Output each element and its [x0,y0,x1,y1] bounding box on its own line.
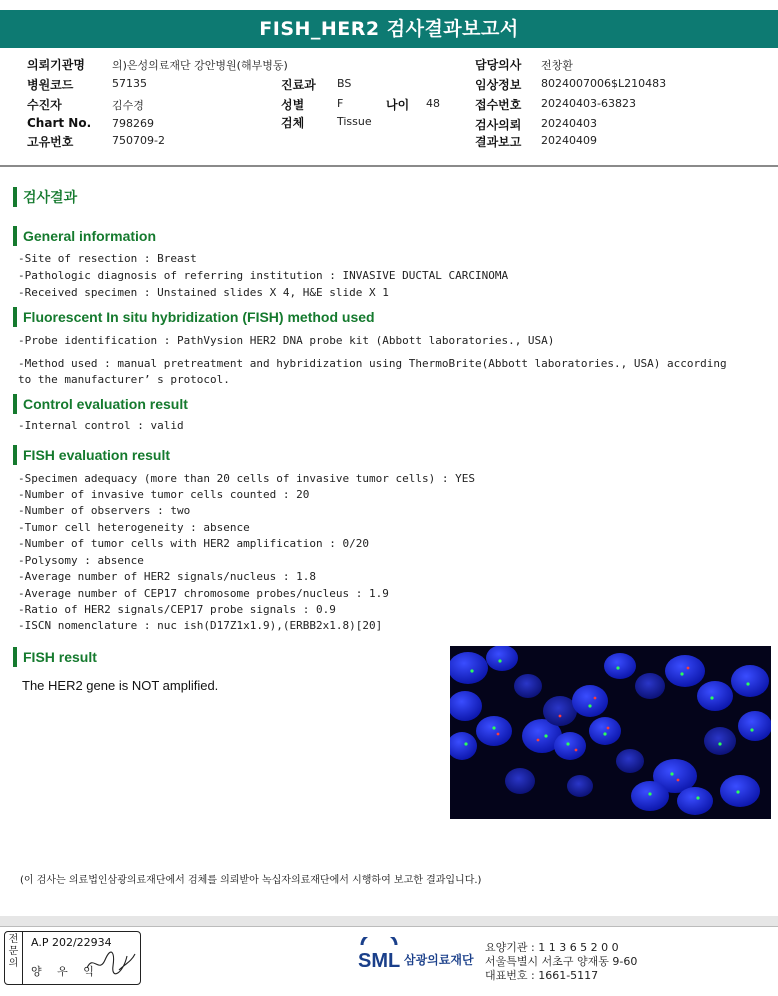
fish-result-text: The HER2 gene is NOT amplified. [22,678,219,693]
request-date-value: 20240403 [541,117,597,130]
clinical-value: 8024007006$L210483 [541,77,667,90]
pathologist-stamp [4,931,141,985]
age-value: 48 [426,97,440,110]
request-label: 검사의뢰 [475,118,522,132]
sex-value: F [337,97,344,110]
institution-code: 요양기관 : 1 1 3 6 5 2 0 0 [485,941,619,954]
dept-label: 진료과 [281,78,316,92]
receipt-value: 20240403-63823 [541,97,636,110]
age-label: 나이 [386,98,410,112]
eval-line: -Number of invasive tumor cells counted : 20 [18,488,310,501]
general-line: -Site of resection : Breast [18,252,197,265]
section-title-results: 검사결과 [23,189,78,205]
section-marker [13,187,17,207]
unique-no-value: 750709-2 [112,134,165,147]
hospital-code-value: 57135 [112,77,147,90]
control-line: -Internal control : valid [18,419,184,432]
org-name: 삼광의료재단 [404,953,474,967]
stamp-side-label: 전문의 [5,932,23,984]
patient-value: 김수경 [112,99,144,112]
info-divider [0,165,778,167]
footer-divider [0,926,778,927]
dept-value: BS [337,77,352,90]
fish-micrograph [450,646,771,819]
section-marker [13,226,17,246]
eval-line: -Tumor cell heterogeneity : absence [18,521,250,534]
section-marker [13,445,17,465]
section-title-fish-eval: FISH evaluation result [23,447,171,463]
eval-line: -ISCN nomenclature : nuc ish(D17Z1x1.9),(ERBB2x1.8)[20] [18,619,383,632]
general-line: -Received specimen : Unstained slides X 4, H&E slide X 1 [18,286,389,299]
report-date-value: 20240409 [541,134,597,147]
method-line: -Probe identification : PathVysion HER2 DNA probe kit (Abbott laboratories., USA) [18,334,555,347]
hospital-code-label: 병원코드 [27,78,74,92]
eval-line: -Number of observers : two [18,504,191,517]
fish-micrograph-drawing [450,646,771,819]
patient-label: 수진자 [27,98,62,112]
report-label: 결과보고 [475,135,522,149]
method-line: -Method used : manual pretreatment and hybridization using ThermoBrite(Abbott laboratories., USA) according [18,357,727,370]
institution-value: 의)은성의료재단 강안병원(해부병동) [112,59,288,72]
method-line: to the manufacturer’ s protocol. [18,373,230,386]
report-title: FISH_HER2 검사결과보고서 [259,18,519,40]
eval-line: -Number of tumor cells with HER2 amplification : 0/20 [18,537,369,550]
patient-info-block [0,53,778,165]
specimen-label: 검체 [281,116,305,130]
eval-line: -Average number of CEP17 chromosome probes/nucleus : 1.9 [18,587,389,600]
section-marker [13,307,17,327]
general-line: -Pathologic diagnosis of referring institution : INVASIVE DUCTAL CARCINOMA [18,269,509,282]
receipt-label: 접수번호 [475,98,522,112]
logo-text: SML [358,950,401,972]
doctor-label: 담당의사 [475,58,522,72]
eval-line: -Ratio of HER2 signals/CEP17 probe signals : 0.9 [18,603,336,616]
section-title-control: Control evaluation result [23,396,188,412]
clinical-label: 임상정보 [475,78,522,92]
institution-label: 의뢰기관명 [27,58,85,72]
address: 서울특별시 서초구 양재동 9-60 [485,955,638,968]
stamp-code: A.P 202/22934 [31,936,112,949]
section-marker [13,647,17,667]
section-title-general: General information [23,228,157,244]
footnote: (이 검사는 의료법인삼광의료재단에서 검체를 의뢰받아 녹십자의료재단에서 시행하여 보고한 결과입니다.) [20,875,482,886]
eval-line: -Polysomy : absence [18,554,144,567]
chart-no-label: Chart No. [27,116,92,130]
signature-icon [83,944,138,980]
eval-line: -Specimen adequacy (more than 20 cells of invasive tumor cells) : YES [18,472,475,485]
specimen-value: Tissue [337,115,372,128]
section-title-fish-result: FISH result [23,649,97,665]
sex-label: 성별 [281,98,305,112]
unique-no-label: 고유번호 [27,135,74,149]
footer-band [0,916,778,926]
doctor-value: 전창환 [541,59,573,72]
report-header [0,10,778,48]
chart-no-value: 798269 [112,117,154,130]
phone: 대표번호 : 1661-5117 [485,969,599,982]
stamp-name: 양 우 익 [31,965,100,978]
section-marker [13,394,17,414]
eval-line: -Average number of HER2 signals/nucleus : 1.8 [18,570,317,583]
section-title-fish-method: Fluorescent In situ hybridization (FISH) method used [23,309,375,325]
